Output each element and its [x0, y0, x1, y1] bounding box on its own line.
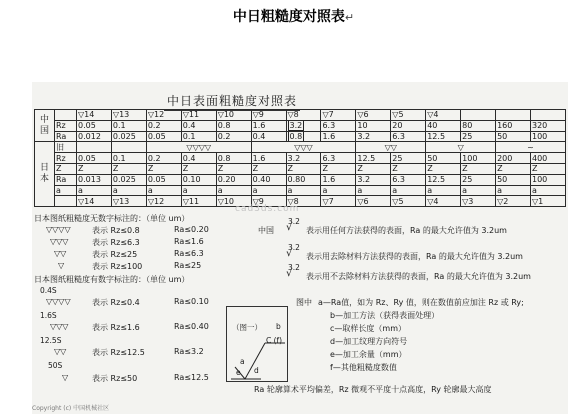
legend-item: e—加工余量（mm） — [330, 350, 407, 359]
note-symbol: ▽ — [58, 261, 65, 270]
cell: 0.1 — [111, 120, 146, 131]
cell: Ra — [55, 131, 77, 142]
china-line: 表示用不去除材料方法获得的表面，Ra 的最大允许值为 3.2um — [306, 272, 531, 281]
cell: 0.2 — [146, 153, 181, 164]
cell: ▽13 — [111, 196, 146, 207]
cell: 0.1 — [181, 131, 216, 142]
cell: Z — [286, 163, 321, 174]
cell: 6.3 — [321, 153, 356, 164]
cell: 0.025 — [111, 174, 146, 185]
cell: a — [251, 185, 286, 196]
roughness-symbol-icon: √ — [286, 222, 293, 233]
cell: 0.4 — [181, 120, 216, 131]
symbol-value: 3.2 — [288, 243, 300, 252]
cell: ▽9 — [251, 110, 286, 121]
note-ra: Ra≤3.2 — [174, 347, 204, 356]
cell: ▽9 — [251, 196, 286, 207]
note-code: 50S — [48, 361, 63, 370]
legend-item: d—加工纹理方向符号 — [330, 337, 408, 346]
cell: ▽3 — [461, 196, 496, 207]
note-rz: 表示 Rz≤0.8 — [92, 226, 140, 235]
cell: 0.80 — [286, 174, 321, 185]
cell: Z — [146, 163, 181, 174]
cell: Z — [530, 163, 565, 174]
diagram-a: a — [240, 357, 245, 366]
note-ra: Ra≤25 — [174, 261, 202, 270]
copyright: Copyright (c) 中国机械社区 — [32, 405, 110, 412]
cell: 160 — [496, 120, 531, 131]
cell: Z — [251, 163, 286, 174]
cell: 20 — [391, 120, 426, 131]
cell: 100 — [530, 131, 565, 142]
cell: ▽▽▽ — [251, 142, 356, 153]
china-line: 表示用任何方法获得的表面，Ra 的最大允许值为 3.2um — [306, 226, 507, 235]
cell: 0.10 — [181, 174, 216, 185]
cell: 10 — [356, 120, 391, 131]
cell: 0.013 — [77, 174, 112, 185]
non-removal-symbol-icon: √ — [286, 268, 293, 279]
diagram-label: （图一） — [232, 323, 262, 332]
symbol-value: 3.2 — [288, 263, 300, 272]
cell: 1.6 — [251, 153, 286, 164]
removal-symbol-icon: √ — [286, 248, 293, 259]
table-title: 中日表面粗糙度对照表 — [164, 92, 300, 111]
cell: Z — [77, 163, 112, 174]
cell: 12.5 — [426, 131, 461, 142]
cell: 3.2 — [286, 153, 321, 164]
cell: 6.3 — [391, 174, 426, 185]
china-line: 表示用去除材料方法获得的表面，Ra 的最大允许值为 3.2um — [306, 252, 523, 261]
cell: 3.2 — [356, 174, 391, 185]
cell: 12.5 — [426, 174, 461, 185]
note-ra: Ra≤6.3 — [174, 249, 204, 258]
cell: ▽▽ — [356, 142, 426, 153]
note-rz: 表示 Rz≤0.4 — [92, 298, 140, 307]
note-rz: 表示 Rz≤100 — [92, 262, 143, 271]
cell: Rz — [55, 153, 77, 164]
cell: Z — [356, 163, 391, 174]
cell: 50 — [496, 131, 531, 142]
cell: ▽ — [426, 142, 496, 153]
cell: 1.6 — [321, 131, 356, 142]
diagram-d: d — [254, 366, 259, 375]
cell: ▽2 — [496, 196, 531, 207]
note-symbol: ▽▽▽▽ — [46, 297, 71, 306]
cell: ▽7 — [321, 196, 356, 207]
cell: a — [181, 185, 216, 196]
numeric-heading: 日本图纸粗糙度有数字标注的：（单位 um） — [34, 275, 190, 284]
note-ra: Ra≤0.40 — [174, 322, 209, 331]
cell: 25 — [461, 131, 496, 142]
watermark: cad3ds.com — [235, 204, 300, 214]
note-symbol: ▽ — [62, 373, 69, 382]
cell: 25 — [461, 174, 496, 185]
cell: a — [356, 185, 391, 196]
cell: ▽1 — [530, 196, 565, 207]
cell: 100 — [461, 153, 496, 164]
roughness-table — [34, 109, 566, 207]
note-ra: Ra≤0.20 — [174, 225, 209, 234]
country-china: 中国 — [35, 110, 55, 142]
nonnumeric-heading: 日本图纸粗糙度无数字标注的：（单位 um） — [34, 214, 190, 223]
cell: ▽11 — [181, 196, 216, 207]
note-rz: 表示 Rz≤25 — [92, 250, 138, 259]
cell: 0.8 — [216, 120, 251, 131]
cell: ▽4 — [426, 196, 461, 207]
symbol-value: 3.2 — [288, 217, 300, 226]
cell: 0.2 — [146, 120, 181, 131]
table-row — [35, 110, 566, 121]
cell: 80 — [461, 120, 496, 131]
cell: ▽13 — [111, 110, 146, 121]
cell: 6.3 — [321, 120, 356, 131]
cell: 0.05 — [77, 153, 112, 164]
cell: Z — [321, 163, 356, 174]
cell: ▽12 — [146, 196, 181, 207]
cell: ▽7 — [321, 110, 356, 121]
cell: Z — [391, 163, 426, 174]
table-row — [35, 153, 566, 164]
table-row — [35, 185, 566, 196]
cell: ▽5 — [391, 110, 426, 121]
cell: Z — [461, 163, 496, 174]
legend-item: a—Ra值，如为 Rz、Ry 值，则在数值前应加注 Rz 或 Ry; — [318, 298, 524, 307]
cell: a — [530, 185, 565, 196]
note-rz: 表示 Rz≤50 — [92, 374, 138, 383]
china-label: 中国 — [258, 226, 274, 235]
cell: ▽11 — [181, 110, 216, 121]
cell: a — [426, 185, 461, 196]
cell: ▽6 — [356, 196, 391, 207]
cell: ▽14 — [77, 196, 112, 207]
cell: 3.2 — [356, 131, 391, 142]
cell: 400 — [530, 153, 565, 164]
cell: 0.4 — [181, 153, 216, 164]
table-row — [35, 131, 566, 142]
cell: 0.05 — [77, 120, 112, 131]
cell: a — [146, 185, 181, 196]
note-symbol: ▽▽▽ — [50, 322, 69, 331]
legend-item: b—加工方法（获得表面处理） — [330, 311, 440, 320]
cell: ▽8 — [286, 110, 321, 121]
cell: 1.6 — [321, 174, 356, 185]
cell: 0.40 — [251, 174, 286, 185]
cell: a — [77, 185, 112, 196]
note-rz: 表示 Rz≤6.3 — [92, 238, 140, 247]
note-code: 0.4S — [40, 286, 57, 295]
note-symbol: ▽▽ — [54, 249, 67, 258]
cell: ~ — [496, 142, 566, 153]
table-row — [35, 163, 566, 174]
table-row — [35, 120, 566, 131]
cell: ▽▽▽▽ — [146, 142, 251, 153]
note-code: 1.6S — [40, 311, 57, 320]
table-row — [35, 174, 566, 185]
table-row — [35, 142, 566, 153]
cell: a — [286, 185, 321, 196]
legend-fig-label: 图中 — [296, 298, 312, 307]
cell: 0.05 — [146, 131, 181, 142]
cell: ▽10 — [216, 110, 251, 121]
cell: 0.05 — [146, 174, 181, 185]
cell: 1.6 — [251, 120, 286, 131]
cell: 12.5 — [356, 153, 391, 164]
cell: 0.2 — [216, 131, 251, 142]
note-ra: Ra≤12.5 — [174, 373, 209, 382]
cell: 320 — [530, 120, 565, 131]
legend-item: f—其他粗糙度数值 — [330, 363, 397, 372]
diagram-e: e — [236, 368, 241, 377]
note-ra: Ra≤0.10 — [174, 297, 209, 306]
cell: 0.012 — [77, 131, 112, 142]
cell: 0.1 — [111, 153, 146, 164]
cell: ▽6 — [356, 110, 391, 121]
legend-footnote: Ra 轮廓算术平均偏差，Rz 微观不平度十点高度，Ry 轮廓最大高度 — [254, 385, 492, 394]
note-code: 12.5S — [40, 336, 62, 345]
table-row — [35, 196, 566, 207]
cell-highlight: 3.2 — [286, 120, 321, 131]
cell: Z — [426, 163, 461, 174]
note-rz: 表示 Rz≤1.6 — [92, 323, 140, 332]
cell: Rz — [55, 120, 77, 131]
cell: 40 — [426, 120, 461, 131]
cell: Z — [55, 163, 77, 174]
cell: a — [216, 185, 251, 196]
cell: Z — [496, 163, 531, 174]
diagram-c: C (f) — [266, 336, 283, 345]
cell: Z — [216, 163, 251, 174]
cell: a — [55, 185, 77, 196]
cell: Z — [181, 163, 216, 174]
cell: 0.4 — [251, 131, 286, 142]
cell: 0.8 — [216, 153, 251, 164]
cell: 200 — [496, 153, 531, 164]
cell: ▽5 — [391, 196, 426, 207]
cell: 0.025 — [111, 131, 146, 142]
diagram-b: b — [276, 322, 281, 331]
legend-item: c—取样长度（mm） — [330, 324, 406, 333]
cell: 50 — [496, 174, 531, 185]
cell: ▽10 — [216, 196, 251, 207]
cell: a — [461, 185, 496, 196]
cell: ▽14 — [77, 110, 112, 121]
cell: Z — [111, 163, 146, 174]
note-symbol: ▽▽▽▽ — [46, 225, 71, 234]
cell-highlight: 0.8 — [286, 131, 321, 142]
cell: 50 — [426, 153, 461, 164]
note-symbol: ▽▽ — [54, 347, 67, 356]
cell: 100 — [530, 174, 565, 185]
cell: ▽8 — [286, 196, 321, 207]
cell: ▽4 — [426, 110, 461, 121]
cell: a — [111, 185, 146, 196]
cell: 6.3 — [391, 131, 426, 142]
cell: 旧 — [55, 142, 77, 153]
cell: a — [391, 185, 426, 196]
cell: Ra — [55, 174, 77, 185]
cell: 25 — [391, 153, 426, 164]
cell: a — [496, 185, 531, 196]
country-japan: 日本 — [35, 142, 55, 207]
cell: 0.20 — [216, 174, 251, 185]
note-symbol: ▽▽▽ — [50, 237, 69, 246]
note-ra: Ra≤1.6 — [174, 237, 204, 246]
cell: ▽12 — [146, 110, 181, 121]
page-title: 中日粗糙度对照表↵ — [232, 9, 355, 25]
cell: a — [321, 185, 356, 196]
note-rz: 表示 Rz≤12.5 — [92, 348, 145, 357]
